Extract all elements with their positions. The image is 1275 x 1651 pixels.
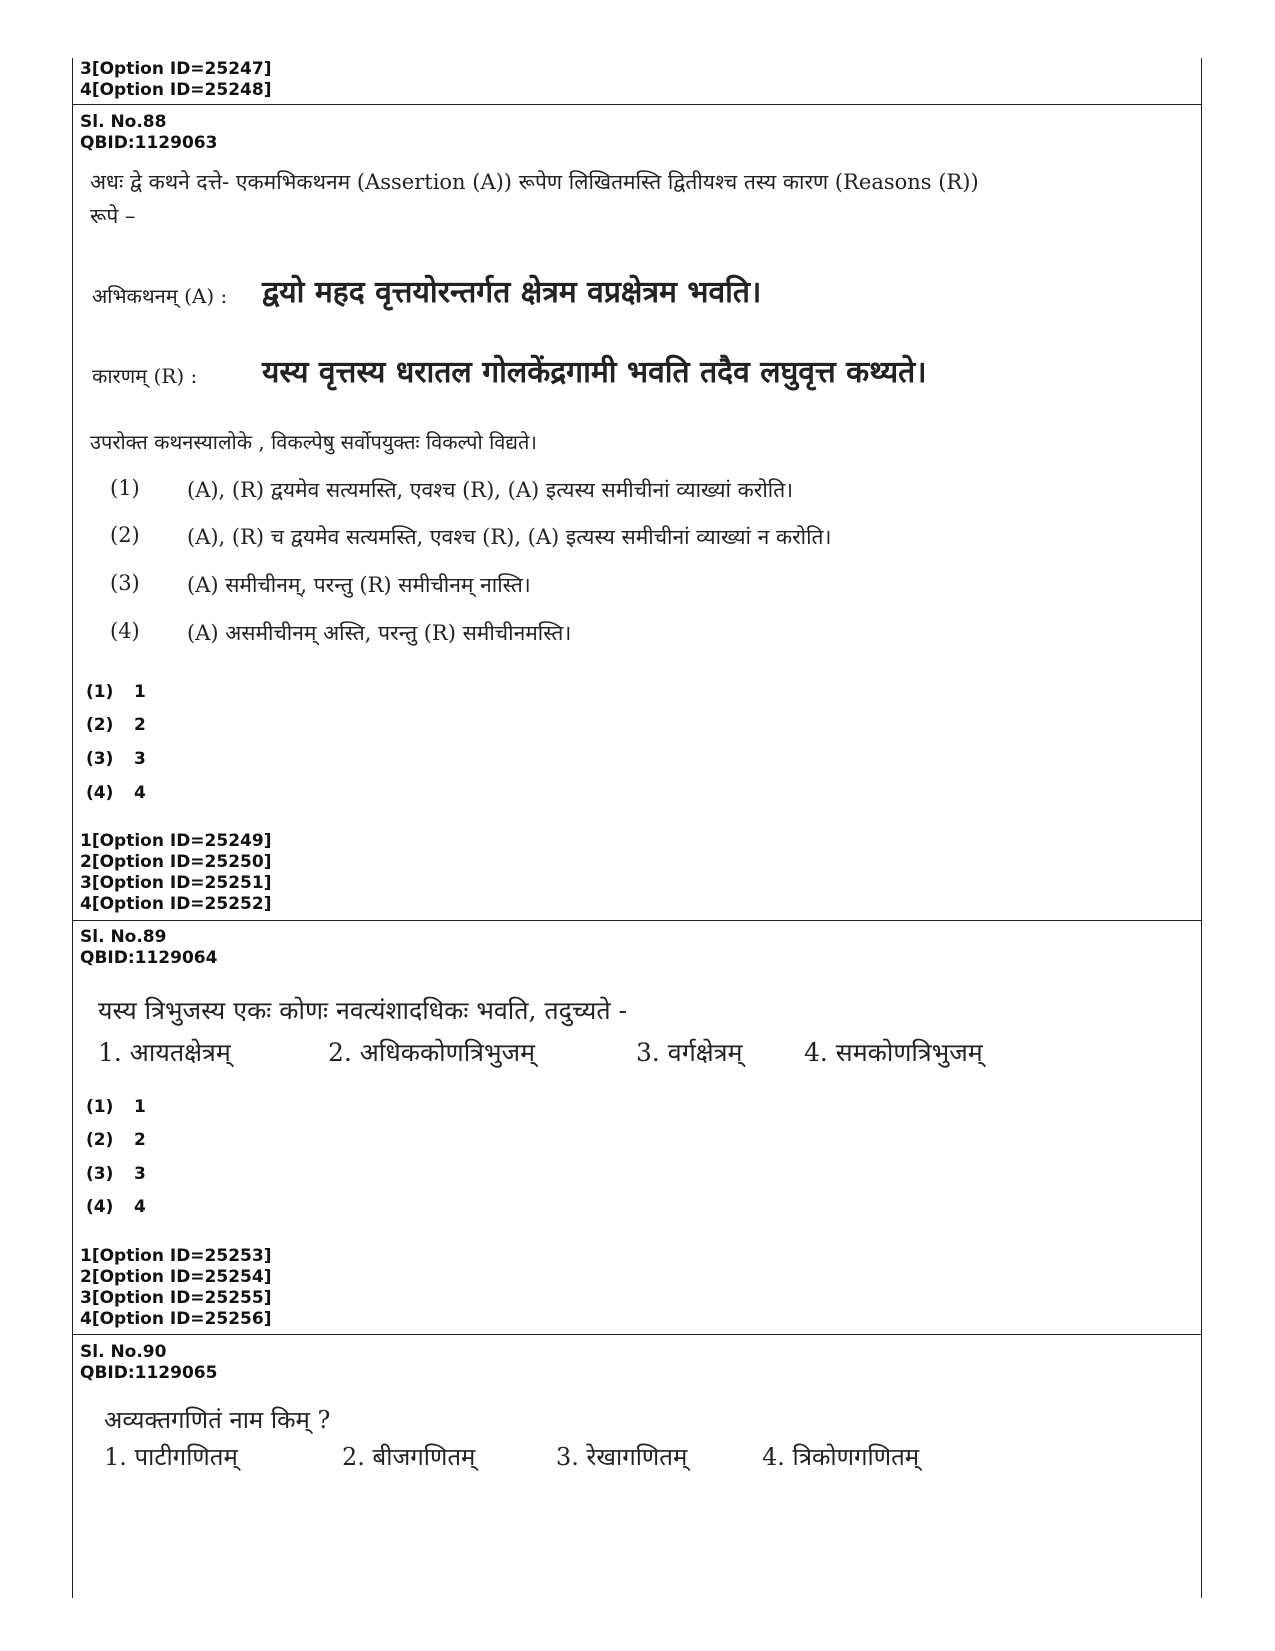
assertion-label: अभिकथनम् (A) :: [92, 284, 228, 308]
q90-question: अव्यक्तगणितं नाम किम् ?: [104, 1406, 331, 1434]
choice-text: (A), (R) द्वयमेव सत्यमस्ति, एवश्च (R), (A) इत्यस्य समीचीनां व्याख्यां करोति।: [187, 478, 794, 502]
choice-num: (3): [110, 571, 140, 595]
choice-num: (2): [110, 523, 140, 547]
answer-value: 2: [134, 715, 146, 735]
option-id-line: 3[Option ID=25255]: [80, 1288, 272, 1308]
q88-option-ids: [80, 831, 271, 915]
q90-header: [80, 1342, 217, 1384]
q88-header: [80, 112, 217, 154]
q89-opt1: 1. आयतक्षेत्रम्: [98, 1038, 231, 1067]
answer-num: (4): [86, 783, 114, 803]
answer-value: 4: [134, 1197, 146, 1217]
divider: [72, 1334, 1202, 1335]
answer-value: 1: [134, 1097, 146, 1117]
answer-option[interactable]: [86, 1164, 146, 1184]
choice-text: (A) समीचीनम्, परन्तु (R) समीचीनम् नास्ति।: [187, 573, 531, 597]
option-id-line: 4[Option ID=25252]: [80, 894, 272, 914]
q89-question: यस्य त्रिभुजस्य एकः कोणः नवत्यंशादधिकः भवति, तदुच्यते -: [98, 996, 627, 1025]
q90-opt3: 3. रेखागणितम्: [556, 1443, 688, 1471]
answer-num: (2): [86, 715, 114, 735]
answer-num: (1): [86, 1097, 114, 1117]
q89-option-ids: [80, 1246, 271, 1330]
answer-option[interactable]: [86, 1197, 146, 1217]
qbid: QBID:1129063: [80, 133, 218, 153]
assertion-text: द्वयो महद वृत्तयोरन्तर्गत क्षेत्रम वप्रक्षेत्रम भवति।: [262, 275, 762, 310]
q90-opt2: 2. बीजगणितम्: [342, 1443, 476, 1471]
answer-option[interactable]: [86, 749, 146, 769]
answer-num: (1): [86, 682, 114, 702]
option-id-line: 4[Option ID=25256]: [80, 1309, 272, 1329]
q90-opt4: 4. त्रिकोणगणितम्: [762, 1443, 920, 1471]
divider: [72, 104, 1202, 105]
qbid: QBID:1129065: [80, 1363, 218, 1383]
answer-value: 4: [134, 783, 146, 803]
answer-num: (3): [86, 749, 114, 769]
q89-opt2: 2. अधिककोणत्रिभुजम्: [328, 1038, 536, 1067]
q88-prompt: उपरोक्त कथनस्यालोके , विकल्पेषु सर्वोपयुक्तः विकल्पो विद्यते।: [90, 430, 537, 454]
choice-num: (4): [110, 619, 140, 643]
answer-option[interactable]: [86, 783, 146, 803]
serial-number: Sl. No.89: [80, 927, 167, 947]
choice-num: (1): [110, 476, 140, 500]
divider: [72, 920, 1202, 921]
q90-opt1: 1. पाटीगणितम्: [104, 1443, 238, 1471]
option-id-line: 2[Option ID=25250]: [80, 852, 272, 872]
qbid: QBID:1129064: [80, 948, 218, 968]
option-id-line: 2[Option ID=25254]: [80, 1267, 272, 1287]
answer-value: 1: [134, 682, 146, 702]
answer-value: 2: [134, 1130, 146, 1150]
answer-option[interactable]: [86, 1097, 146, 1117]
option-id-line: 3[Option ID=25251]: [80, 873, 272, 893]
reason-label: कारणम् (R) :: [92, 364, 198, 388]
answer-option[interactable]: [86, 682, 146, 702]
answer-option[interactable]: [86, 1130, 146, 1150]
reason-text: यस्य वृत्तस्य धरातल गोलकेंद्रगामी भवति तदैव लघुवृत्त कथ्यते।: [262, 355, 927, 390]
answer-num: (2): [86, 1130, 114, 1150]
q89-header: [80, 927, 217, 969]
q89-opt4: 4. समकोणत्रिभुजम्: [804, 1038, 983, 1067]
q89-opt3: 3. वर्गक्षेत्रम्: [636, 1038, 743, 1067]
choice-text: (A), (R) च द्वयमेव सत्यमस्ति, एवश्च (R), (A) इत्यस्य समीचीनां व्याख्यां न करोति।: [187, 525, 832, 549]
choice-text: (A) असमीचीनम् अस्ति, परन्तु (R) समीचीनमस्ति।: [187, 621, 572, 645]
serial-number: Sl. No.90: [80, 1342, 167, 1362]
option-id-line: 1[Option ID=25253]: [80, 1246, 272, 1266]
answer-num: (3): [86, 1164, 114, 1184]
option-id-line: 3[Option ID=25247]: [80, 59, 272, 79]
answer-option[interactable]: [86, 715, 146, 735]
q88-intro-line2: रूपे –: [90, 204, 136, 228]
answer-value: 3: [134, 749, 146, 769]
top-option-ids: [80, 59, 271, 101]
q88-intro-line1: अधः द्वे कथने दत्ते- एकमभिकथनम (Assertion (A)) रूपेण लिखितमस्ति द्वितीयश्च तस्य कारण (Reasons (R)): [90, 170, 979, 194]
serial-number: Sl. No.88: [80, 112, 167, 132]
answer-value: 3: [134, 1164, 146, 1184]
answer-num: (4): [86, 1197, 114, 1217]
option-id-line: 1[Option ID=25249]: [80, 831, 272, 851]
option-id-line: 4[Option ID=25248]: [80, 80, 272, 100]
